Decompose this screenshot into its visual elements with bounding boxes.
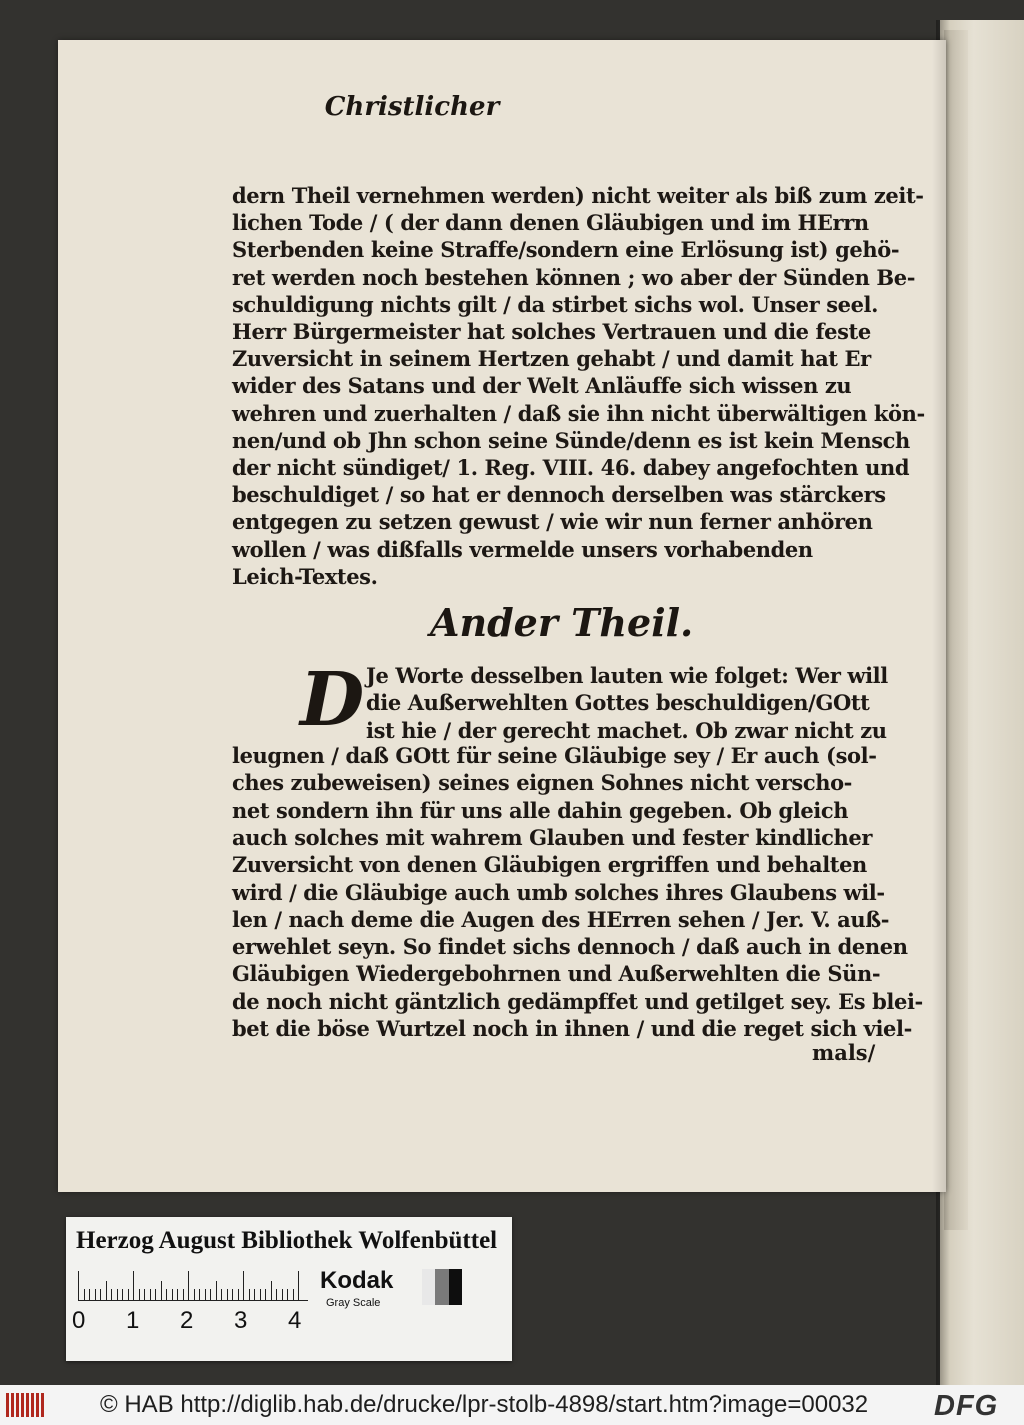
text-line: bet die böse Wurtzel noch in ihnen / und die reget sich viel-: [232, 1016, 912, 1041]
running-header: Christlicher: [324, 92, 500, 122]
ruler-number: 3: [234, 1307, 248, 1334]
text-line: de noch nicht gäntzlich gedämpffet und getilget sey. Es blei-: [232, 988, 923, 1014]
text-line: ist hie / der gerecht machet. Ob zwar nicht zu: [366, 717, 887, 743]
text-line: len / nach deme die Augen des HErren sehen / Jer. V. auß-: [232, 906, 890, 932]
ruler-tick: [210, 1289, 211, 1301]
text-line: der nicht sündiget/ 1. Reg. VIII. 46. dabey angefochten und: [232, 455, 910, 480]
ruler-tick: [276, 1289, 277, 1301]
hab-logo-icon: [6, 1393, 44, 1417]
copyright-url[interactable]: © HAB http://diglib.hab.de/drucke/lpr-stolb-4898/start.htm?image=00032: [100, 1391, 869, 1418]
ruler-tick: [128, 1289, 129, 1301]
ruler-tick: [265, 1289, 266, 1301]
ruler-tick: [100, 1289, 101, 1301]
text-line: Zuversicht in seinem Hertzen gehabt / und damit hat Er: [232, 346, 871, 372]
logo-bar: [36, 1393, 39, 1417]
text-line: ches zubeweisen) seines eignen Sohnes nicht verscho-: [232, 770, 852, 796]
text-line: Gläubigen Wiedergebohrnen und Außerwehlten die Sün-: [232, 961, 881, 987]
logo-bar: [26, 1393, 29, 1417]
ruler-tick: [293, 1289, 294, 1301]
kodak-brand: Kodak: [320, 1267, 394, 1294]
text-line: schuldigung nichts gilt / da stirbet sichs wol. Unser seel.: [232, 291, 879, 317]
ruler-tick: [122, 1289, 123, 1301]
text-line: Sterbenden keine Straffe/sondern eine Erlösung ist) gehö-: [232, 237, 900, 263]
ruler-tick: [298, 1271, 299, 1301]
text-line: Leich-Textes.: [232, 563, 378, 589]
logo-bar: [41, 1393, 44, 1417]
text-line: erwehlet seyn. So findet sichs dennoch / daß auch in denen: [232, 934, 908, 960]
text-line: beschuldiget / so hat er dennoch derselben was stärckers: [232, 482, 886, 508]
ruler-number: 4: [288, 1307, 302, 1334]
ruler-tick: [139, 1289, 140, 1301]
ruler-tick: [144, 1289, 145, 1301]
ruler-tick: [227, 1289, 228, 1301]
ruler-tick: [188, 1271, 189, 1301]
ruler-tick: [282, 1289, 283, 1301]
library-label-card: [66, 1217, 512, 1361]
ruler-tick: [183, 1289, 184, 1301]
text-line: wollen / was dißfalls vermelde unsers vorhabenden: [232, 536, 813, 562]
page-edge-shadow: [932, 40, 946, 1192]
scale-ruler: [78, 1265, 308, 1301]
text-line: Zuversicht von denen Gläubigen ergriffen und behalten: [232, 852, 867, 878]
swatch-black: [449, 1269, 462, 1305]
ruler-tick: [271, 1281, 272, 1301]
ruler-tick: [133, 1271, 134, 1301]
text-line: wider des Satans und der Welt Anläuffe sich wissen zu: [232, 373, 852, 399]
gray-scale-caption: Gray Scale: [326, 1297, 381, 1309]
ruler-tick: [254, 1289, 255, 1301]
ruler-number: 1: [126, 1307, 140, 1334]
ruler-tick: [89, 1289, 90, 1301]
logo-bar: [21, 1393, 24, 1417]
ruler-number: 0: [72, 1307, 86, 1334]
text-line: leugnen / daß GOtt für seine Gläubige sey / Er auch (sol-: [232, 743, 877, 768]
text-line: wird / die Gläubige auch umb solches ihres Glaubens wil-: [232, 879, 885, 905]
gray-scale-swatch: [422, 1269, 462, 1305]
library-label-title: Herzog August Bibliothek Wolfenbüttel: [76, 1227, 498, 1254]
ruler-tick: [106, 1281, 107, 1301]
swatch-white: [422, 1269, 435, 1305]
ruler-tick: [194, 1289, 195, 1301]
text-line: ret werden noch bestehen können ; wo aber der Sünden Be-: [232, 264, 916, 290]
ruler-tick: [243, 1271, 244, 1301]
ruler-tick: [111, 1289, 112, 1301]
decorated-initial: D: [300, 657, 365, 743]
ruler-tick: [260, 1289, 261, 1301]
dfg-logo: DFG: [934, 1390, 999, 1422]
ruler-tick: [95, 1289, 96, 1301]
ruler-tick: [221, 1289, 222, 1301]
ruler-tick: [172, 1289, 173, 1301]
ruler-tick: [117, 1289, 118, 1301]
text-line: auch solches mit wahrem Glauben und fester kindlicher: [232, 824, 873, 850]
ruler-tick: [78, 1271, 79, 1301]
ruler-tick: [216, 1281, 217, 1301]
ruler-tick: [150, 1289, 151, 1301]
logo-bar: [11, 1393, 14, 1417]
logo-bar: [31, 1393, 34, 1417]
catchword: mals/: [812, 1040, 876, 1065]
section-title: Ander Theil.: [430, 600, 694, 645]
ruler-number: 2: [180, 1307, 194, 1334]
logo-bar: [6, 1393, 9, 1417]
text-line: dern Theil vernehmen werden) nicht weiter als biß zum zeit-: [232, 183, 924, 208]
text-line: die Außerwehlten Gottes beschuldigen/GOtt: [366, 690, 870, 716]
ruler-tick: [205, 1289, 206, 1301]
ruler-tick: [166, 1289, 167, 1301]
ruler-tick: [155, 1289, 156, 1301]
text-line: wehren und zuerhalten / daß sie ihn nicht überwältigen kön-: [232, 400, 925, 426]
ruler-tick: [232, 1289, 233, 1301]
swatch-gray: [435, 1269, 448, 1305]
ruler-tick: [238, 1289, 239, 1301]
ruler-tick: [287, 1289, 288, 1301]
footer-bar: [0, 1385, 1024, 1425]
text-line: net sondern ihn für uns alle dahin gegeben. Ob gleich: [232, 797, 849, 823]
logo-bar: [16, 1393, 19, 1417]
text-line: lichen Tode / ( der dann denen Gläubigen und im HErrn: [232, 210, 869, 236]
ruler-tick: [84, 1289, 85, 1301]
text-line: entgegen zu setzen gewust / wie wir nun ferner anhören: [232, 509, 873, 535]
text-line: Herr Bürgermeister hat solches Vertrauen und die feste: [232, 319, 871, 344]
ruler-tick: [199, 1289, 200, 1301]
text-line: nen/und ob Jhn schon seine Sünde/denn es ist kein Mensch: [232, 427, 910, 453]
text-line: Je Worte desselben lauten wie folget: Wer will: [366, 663, 888, 688]
ruler-tick: [177, 1289, 178, 1301]
ruler-tick: [161, 1281, 162, 1301]
ruler-tick: [249, 1289, 250, 1301]
